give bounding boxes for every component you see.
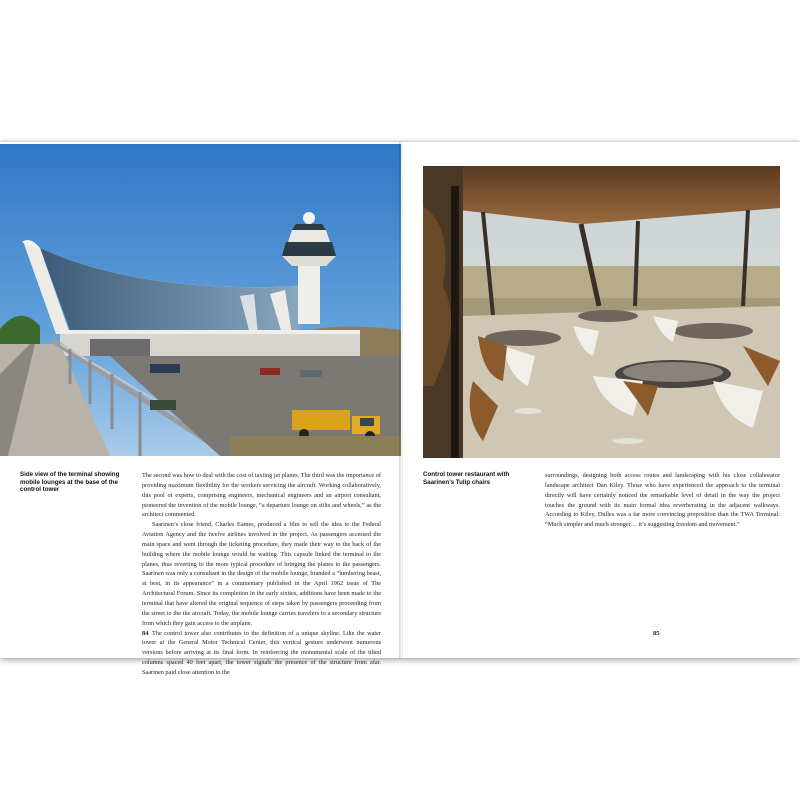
page-number-left: 84 [142,630,149,637]
left-photo-caption: Side view of the terminal showing mobile lounges at the base of the control tower [20,471,120,494]
left-body-text [142,471,381,678]
paragraph: surroundings, designing both access routes and landscaping with his close collaborator landscape architect Dan Kiley. Those who have experienced the approach to the terminal directly will have certainly noticed the remarkable level of detail in the way the project touches the ground with its main formal idea reverberating in the adjacent walkways. According to Kiley, Dulles was a far more convincing proposition than the TWA Terminal: “Much simpler and much stronger… it’s suggesting freedom and movement.” [545,472,780,529]
book-spread [0,142,800,676]
paragraph: The control tower also contributes to the definition of a unique skyline. Like the water tower at the General Motor Technical Center, this vertical gesture underwent numerous versions before arriving at its final form. In reinforcing the monumental scale of the tilted columns spaced 40 feet apart, the tower signals the presence of the structure from afar. Saarinen paid close attention to the [142,629,381,676]
page-number-right: 85 [653,630,660,637]
right-body-text [545,471,780,530]
terminal-exterior-photo [0,144,401,456]
spine-gutter [399,142,403,658]
paragraph: Saarinen’s close friend, Charles Eames, produced a film to sell the idea to the Federal Aviation Agency and the twelve airlines involved in the project. As passengers accessed the main space and went through the ticketing procedure, they made their way to the back of the building where the mobile lounge would be waiting. This capsule linked the terminal to the planes, thus reverting to the more typical procedure of bringing the planes to the passengers. Saarinen was only a consultant in the design of the mobile lounge, branded a “lumbering beast, at best, in its appearance” in a commentary published in the April 1962 issue of The Architectural Forum. Since its completion in the early sixties, additions have been made to the terminal that have altered the original sequence of steps taken by passengers proceeding from the street to the the aircraft. Today, the mobile lounge carries travelers to a secondary structure from which they gain access to the airplane. [142,521,381,627]
right-photo-caption: Control tower restaurant with Saarinen’s Tulip chairs [423,471,510,486]
tower-restaurant-photo [423,166,780,458]
paragraph: The second was how to deal with the cost of taxiing jet planes. The third was the importance of providing maximum flexibility for the workers servicing the aircraft. Working collaboratively, this pool of experts, comprising engineers, mechanical engineers and an airport consultant, pioneered the invention of the mobile lounge, “a departure lounge on stilts and wheels,” as the architect commented. [142,472,381,519]
